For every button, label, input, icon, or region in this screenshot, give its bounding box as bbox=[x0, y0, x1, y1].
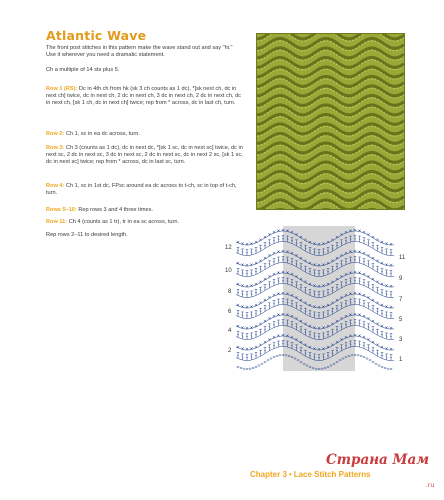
site-watermark bbox=[326, 452, 429, 468]
row-number-3: 3 bbox=[399, 337, 403, 343]
row-11-instruction bbox=[46, 219, 243, 226]
row-number-7: 7 bbox=[399, 297, 403, 303]
chain-symbol bbox=[273, 356, 275, 357]
stitch-multiple bbox=[46, 67, 243, 74]
intro-paragraph bbox=[46, 45, 243, 59]
chain-symbol bbox=[276, 355, 278, 356]
row-number-5: 5 bbox=[399, 317, 403, 323]
row-4-label: Row 4: bbox=[46, 183, 65, 189]
footer-section: Lace Stitch Patterns bbox=[293, 470, 371, 479]
rows-5-10-instruction bbox=[46, 207, 243, 214]
closing-instruction bbox=[46, 232, 243, 239]
pattern-title: Atlantic Wave bbox=[46, 28, 147, 43]
stitch-diagram bbox=[222, 226, 410, 374]
chain-symbol bbox=[363, 356, 365, 357]
row-1-text: Dc in 4th ch from hk (sk 3 ch counts as 1 dc), *[sk next ch, dc in next ch] twice, dc in next ch, 2 dc in next ch, 3 dc in next ch, 2 dc in next ch, dc in next ch, [sk 1 ch, dc in next ch] twice; rep from * across, dc in last ch, turn. bbox=[46, 86, 241, 107]
chain-symbol bbox=[279, 355, 281, 356]
row-3-instruction bbox=[46, 145, 243, 166]
chain-symbol bbox=[378, 365, 380, 366]
multiple-text: Ch a multiple of 14 sts plus 5. bbox=[46, 67, 120, 73]
row-3-text: Ch 3 (counts as 1 dc), dc in next dc, *[sk 1 sc, dc in next sc] twice, dc in next sc, 2 dc in next sc, 3 dc in next sc, 2 dc in next sc, dc in next 2 sc, [sk 1 sc, dc in next sc] twice; rep from * across, dc in last sc, turn. bbox=[46, 145, 243, 166]
chain-symbol bbox=[249, 368, 251, 369]
chain-symbol bbox=[384, 367, 386, 368]
left-row-numbers bbox=[225, 245, 232, 354]
watermark-brand: Страна Мам bbox=[326, 452, 430, 468]
symbol-chart bbox=[222, 226, 410, 374]
row-2-instruction bbox=[46, 131, 243, 138]
row-2-label: Row 2: bbox=[46, 131, 65, 137]
crochet-swatch-image bbox=[257, 34, 404, 209]
row-number-8: 8 bbox=[228, 289, 232, 295]
chain-symbol bbox=[372, 361, 374, 362]
chain-symbol bbox=[258, 365, 260, 366]
closing-text: Rep rows 2–11 to desired length. bbox=[46, 232, 128, 238]
chain-symbol bbox=[357, 355, 359, 356]
row-11-text: Ch 4 (counts as 1 tr), tr in ea sc across, turn. bbox=[68, 219, 180, 225]
footer-bullet-icon: • bbox=[288, 470, 292, 479]
intro-text: The front post stitches in this pattern make the wave stand out and say "hi." Use it wherever you need a dramatic statement. bbox=[46, 45, 233, 59]
row-2-text: Ch 1, sc in ea dc across, turn. bbox=[65, 131, 140, 137]
chain-symbol bbox=[369, 359, 371, 360]
rows-5-10-label: Rows 5–10: bbox=[46, 207, 77, 213]
chain-symbol bbox=[264, 361, 266, 362]
chain-symbol bbox=[267, 359, 269, 360]
row-4-text: Ch 1, sc in 1st dc, FPsc around ea dc across to t-ch, sc in top of t-ch, turn. bbox=[46, 183, 237, 197]
row-number-6: 6 bbox=[228, 309, 232, 315]
row-number-11: 11 bbox=[399, 255, 406, 261]
row-1-label: Row 1 (RS): bbox=[46, 86, 78, 92]
chain-symbol bbox=[237, 366, 239, 367]
chain-symbol bbox=[381, 366, 383, 367]
chain-symbol bbox=[390, 368, 392, 369]
rows-5-10-text: Rep rows 3 and 4 three times. bbox=[78, 207, 153, 213]
row-4-instruction bbox=[46, 183, 243, 197]
chain-symbol bbox=[255, 366, 257, 367]
chain-symbol bbox=[246, 368, 248, 369]
chain-symbol bbox=[360, 355, 362, 356]
row-number-12: 12 bbox=[225, 245, 232, 251]
right-row-numbers bbox=[399, 255, 406, 363]
page-footer bbox=[250, 470, 444, 490]
row-number-4: 4 bbox=[228, 328, 232, 334]
chain-symbol bbox=[375, 363, 377, 364]
chain-symbol bbox=[243, 368, 245, 369]
chain-symbol bbox=[252, 367, 254, 368]
watermark-domain: .ru bbox=[426, 482, 435, 489]
row-number-1: 1 bbox=[399, 357, 403, 363]
row-3-label: Row 3: bbox=[46, 145, 65, 151]
row-number-9: 9 bbox=[399, 276, 403, 282]
row-11-label: Row 11: bbox=[46, 219, 68, 225]
chain-symbol bbox=[270, 358, 272, 359]
chain-symbol bbox=[366, 358, 368, 359]
row-number-2: 2 bbox=[228, 348, 232, 354]
row-1-instruction bbox=[46, 86, 243, 107]
chain-symbol bbox=[240, 367, 242, 368]
chain-symbol bbox=[387, 368, 389, 369]
footer-chapter: Chapter 3 bbox=[250, 470, 287, 479]
row-number-10: 10 bbox=[225, 268, 232, 274]
swatch-photo bbox=[256, 33, 405, 210]
chain-symbol bbox=[261, 363, 263, 364]
